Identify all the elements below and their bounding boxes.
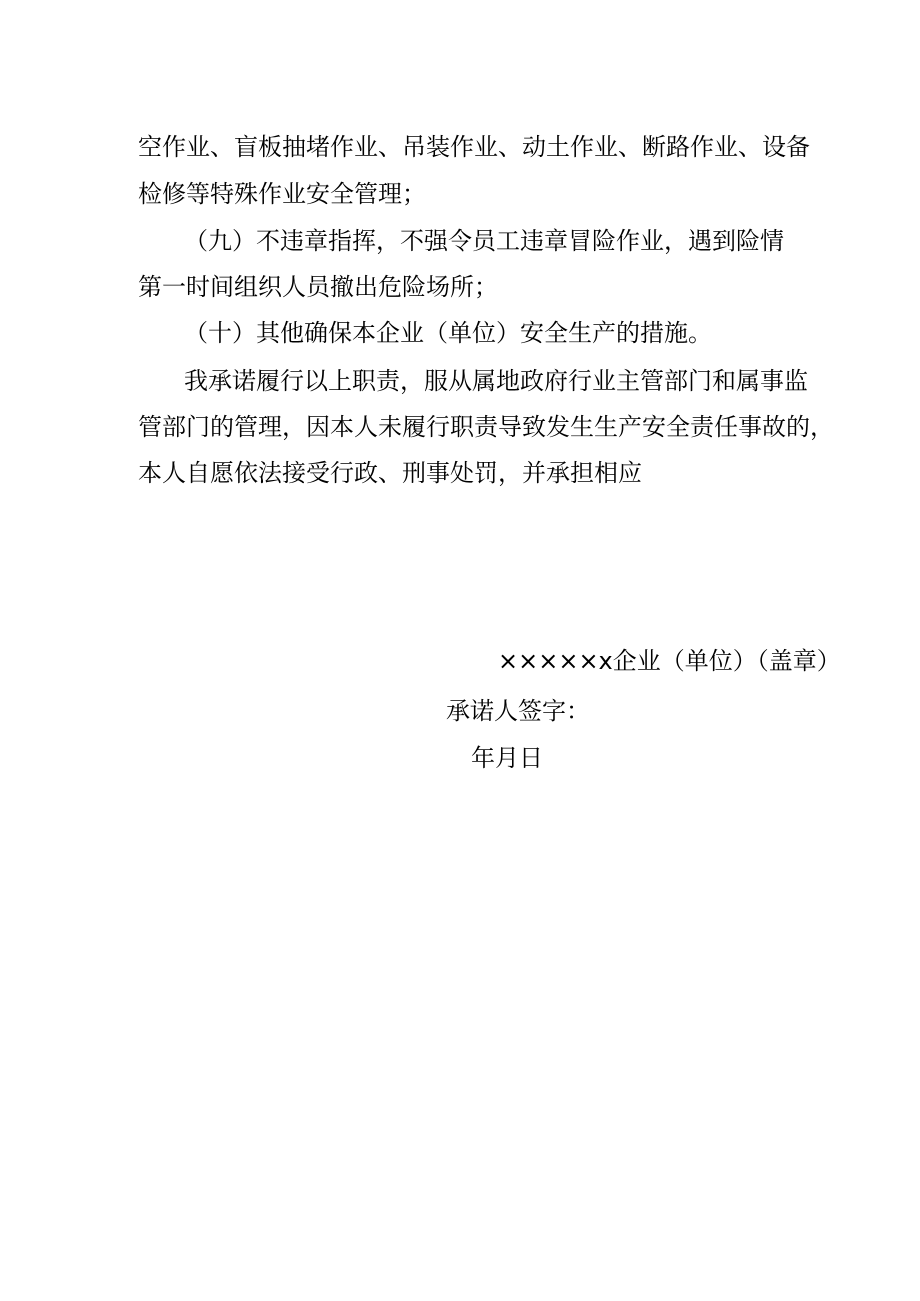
body-line-1: 空作业、盲板抽堵作业、吊装作业、动土作业、断路作业、设备 [138, 133, 810, 161]
item-nine-line-2: 第一时间组织人员撤出危险场所； [138, 273, 498, 301]
commitment-line-3: 本人自愿依法接受行政、刑事处罚，并承担相应 [138, 459, 642, 487]
body-line-2: 检修等特殊作业安全管理； [138, 180, 426, 208]
company-seal-line: ×××××x企业（单位）（盖章） [498, 647, 841, 675]
item-ten-line: （十）其他确保本企业（单位）安全生产的措施。 [184, 319, 712, 347]
commitment-line-2: 管部门的管理，因本人未履行职责导致发生生产安全责任事故的， [138, 413, 834, 441]
item-nine-line-1: （九）不违章指挥，不强令员工违章冒险作业，遇到险情 [184, 227, 784, 255]
signer-signature-label: 承诺人签字： [446, 697, 590, 725]
date-label: 年月日 [471, 744, 543, 772]
commitment-line-1: 我承诺履行以上职责，服从属地政府行业主管部门和属事监 [184, 367, 808, 395]
